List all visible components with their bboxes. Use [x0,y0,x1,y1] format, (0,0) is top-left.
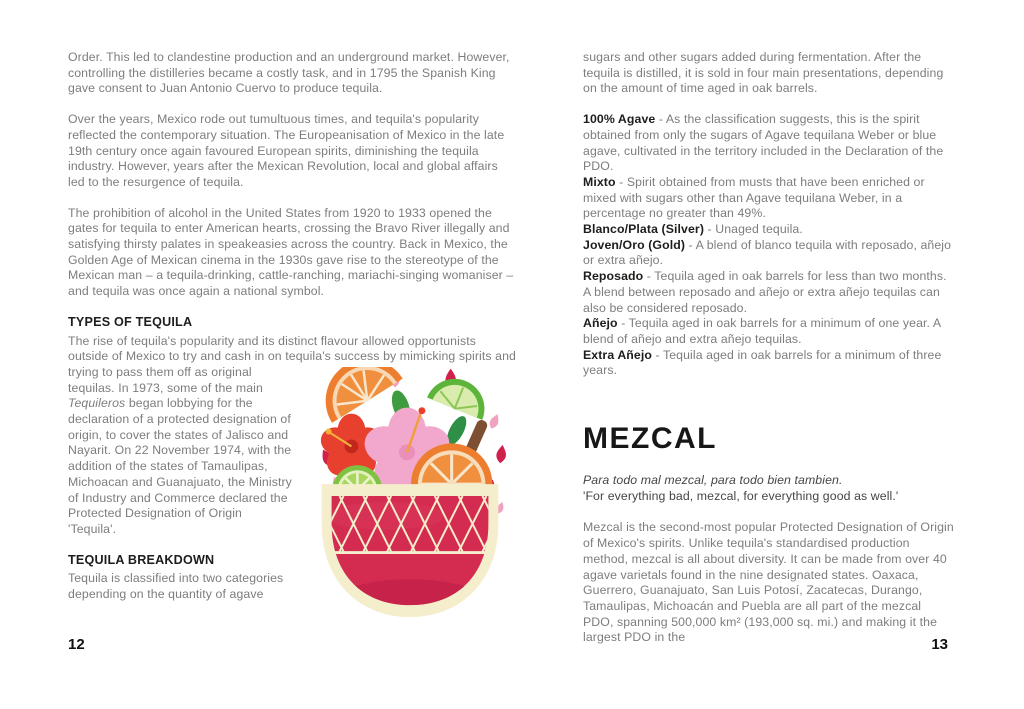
right-page [583,50,955,646]
paragraph-presentations: sugars and other sugars added during fermentation. After the tequila is distilled, it is sold in four main presentations, depending on the amount of time aged in oak barrels. [583,50,944,96]
epigraph-spanish: Para todo mal mezcal, para todo bien tambien. [583,473,843,488]
mezcal-intro-paragraph: Mezcal is the second-most popular Protected Designation of Origin of Mexico's spirits. Unlike tequila's standardised production method, mezcal is all about diversity. It can be made from over 40 agave varietals found in the nine designated states. Oaxaca, Guerrero, Guanajuato, San Luis Potosí, Zacatecas, Durango, Tamaulipas, Michoacán and Puebla are all part of the mezcal PDO, spanning 500,000 km² (193,000 sq. mi.) and making it the largest PDO in the [583,520,954,645]
definition-term: Blanco/Plata (Silver) [583,222,705,237]
left-page [68,50,516,627]
types-of-tequila-paragraph [68,334,516,538]
definition-desc: - Tequila aged in oak barrels for a minimum of one year. A blend of añejo and extra añejo tequilas. [583,316,941,346]
cocktail-bowl-illustration [304,367,516,625]
types-paragraph-part3: began lobbying for the declaration of a protected designation of origin, to cover the states of Jalisco and Nayarit. On 22 November 1974, with the addition of the states of Tamaulipas, Michoacan and Guanajuato, the Ministry of Industry and Commerce declared the Protected Designation of Origin 'Tequila'. [68,396,292,536]
types-of-tequila-heading: TYPES OF TEQUILA [68,314,193,329]
definition-term: Añejo [583,316,618,331]
definition-100-agave [583,112,955,175]
definition-term: Mixto [583,174,616,189]
definition-desc: - Unaged tequila. [704,222,803,237]
types-paragraph-part2: by mimicking spirits and trying to pass them off as original tequilas. In 1973, some of the main [68,349,516,395]
paragraph-over-the-years: Over the years, Mexico rode out tumultuous times, and tequila's popularity reflected the contemporary situation. The Europeanisation of Mexico in the late 19th century once again favoured European spirits, diminishing the tequila industry. However, years after the Mexican Revolution, local and global affairs led to the resurgence of tequila. [68,112,505,189]
definition-desc: - A blend of blanco tequila with reposado, añejo or extra añejo. [583,237,952,268]
definition-joven-oro [583,238,955,269]
orange-wedge-icon [310,367,403,423]
definition-term: Reposado [583,269,644,284]
paragraph-prohibition: The prohibition of alcohol in the United States from 1920 to 1933 opened the gates for tequila to enter American hearts, crossing the Bravo River illegally and satisfying thirsty palates in speakeasies across the country. Back in Mexico, the Golden Age of Mexican cinema in the 1930s gave rise to the stereotype of the Mexican man – a tequila-drinking, cattle-ranching, mariachi-singing womaniser – and tequila was once again a national symbol. [68,205,514,299]
definition-desc: - As the classification suggests, this is the spirit obtained from only the sugars of Agave tequilana Weber or blue agave, cultivated in the territory included in the Declaration of the PDO. [583,112,944,174]
definition-desc: - Tequila aged in oak barrels for a minimum of three years. [583,347,942,378]
definition-reposado [583,269,955,316]
paragraph-clandestine: Order. This led to clandestine production and an underground market. However, controlling the distilleries became a costly task, and in 1795 the Spanish King gave consent to Juan Antonio Cuervo to produce tequila. [68,50,510,96]
definition-term: Joven/Oro (Gold) [583,237,686,252]
mezcal-chapter-heading: MEZCAL [583,422,717,456]
tequila-definitions-list [583,112,955,379]
page-number-left: 12 [68,636,85,653]
definition-desc: - Tequila aged in oak barrels for less than two months. A blend between reposado and añejo or extra añejo tequilas can also be considered reposado. [583,269,947,315]
bowl-with-citrus-and-flowers-icon [304,367,516,625]
definition-term: Extra Añejo [583,347,652,362]
red-bowl-icon [316,484,510,623]
definition-term: 100% Agave [583,112,656,127]
definition-extra-anejo [583,348,955,379]
tequileros-italic: Tequileros [68,396,126,411]
definition-anejo [583,316,955,347]
tequila-breakdown-paragraph: Tequila is classified into two categories depending on the quantity of agave [68,571,284,602]
mezcal-epigraph [583,473,955,504]
page-number-right: 13 [931,636,948,653]
epigraph-translation: 'For everything bad, mezcal, for everything good as well.' [583,488,899,503]
tequila-breakdown-heading: TEQUILA BREAKDOWN [68,552,215,567]
types-paragraph-part1: The rise of tequila's popularity and its distinct flavour allowed opportunists outside of Mexico to try and cash in on tequila's success [68,333,476,364]
definition-blanco-plata [583,222,955,238]
definition-mixto [583,175,955,222]
definition-desc: - Spirit obtained from musts that have been enriched or mixed with sugars other than Agave tequilana Weber, in a percentage no greater than 49%. [583,174,925,221]
lime-wedge-icon [427,370,493,420]
